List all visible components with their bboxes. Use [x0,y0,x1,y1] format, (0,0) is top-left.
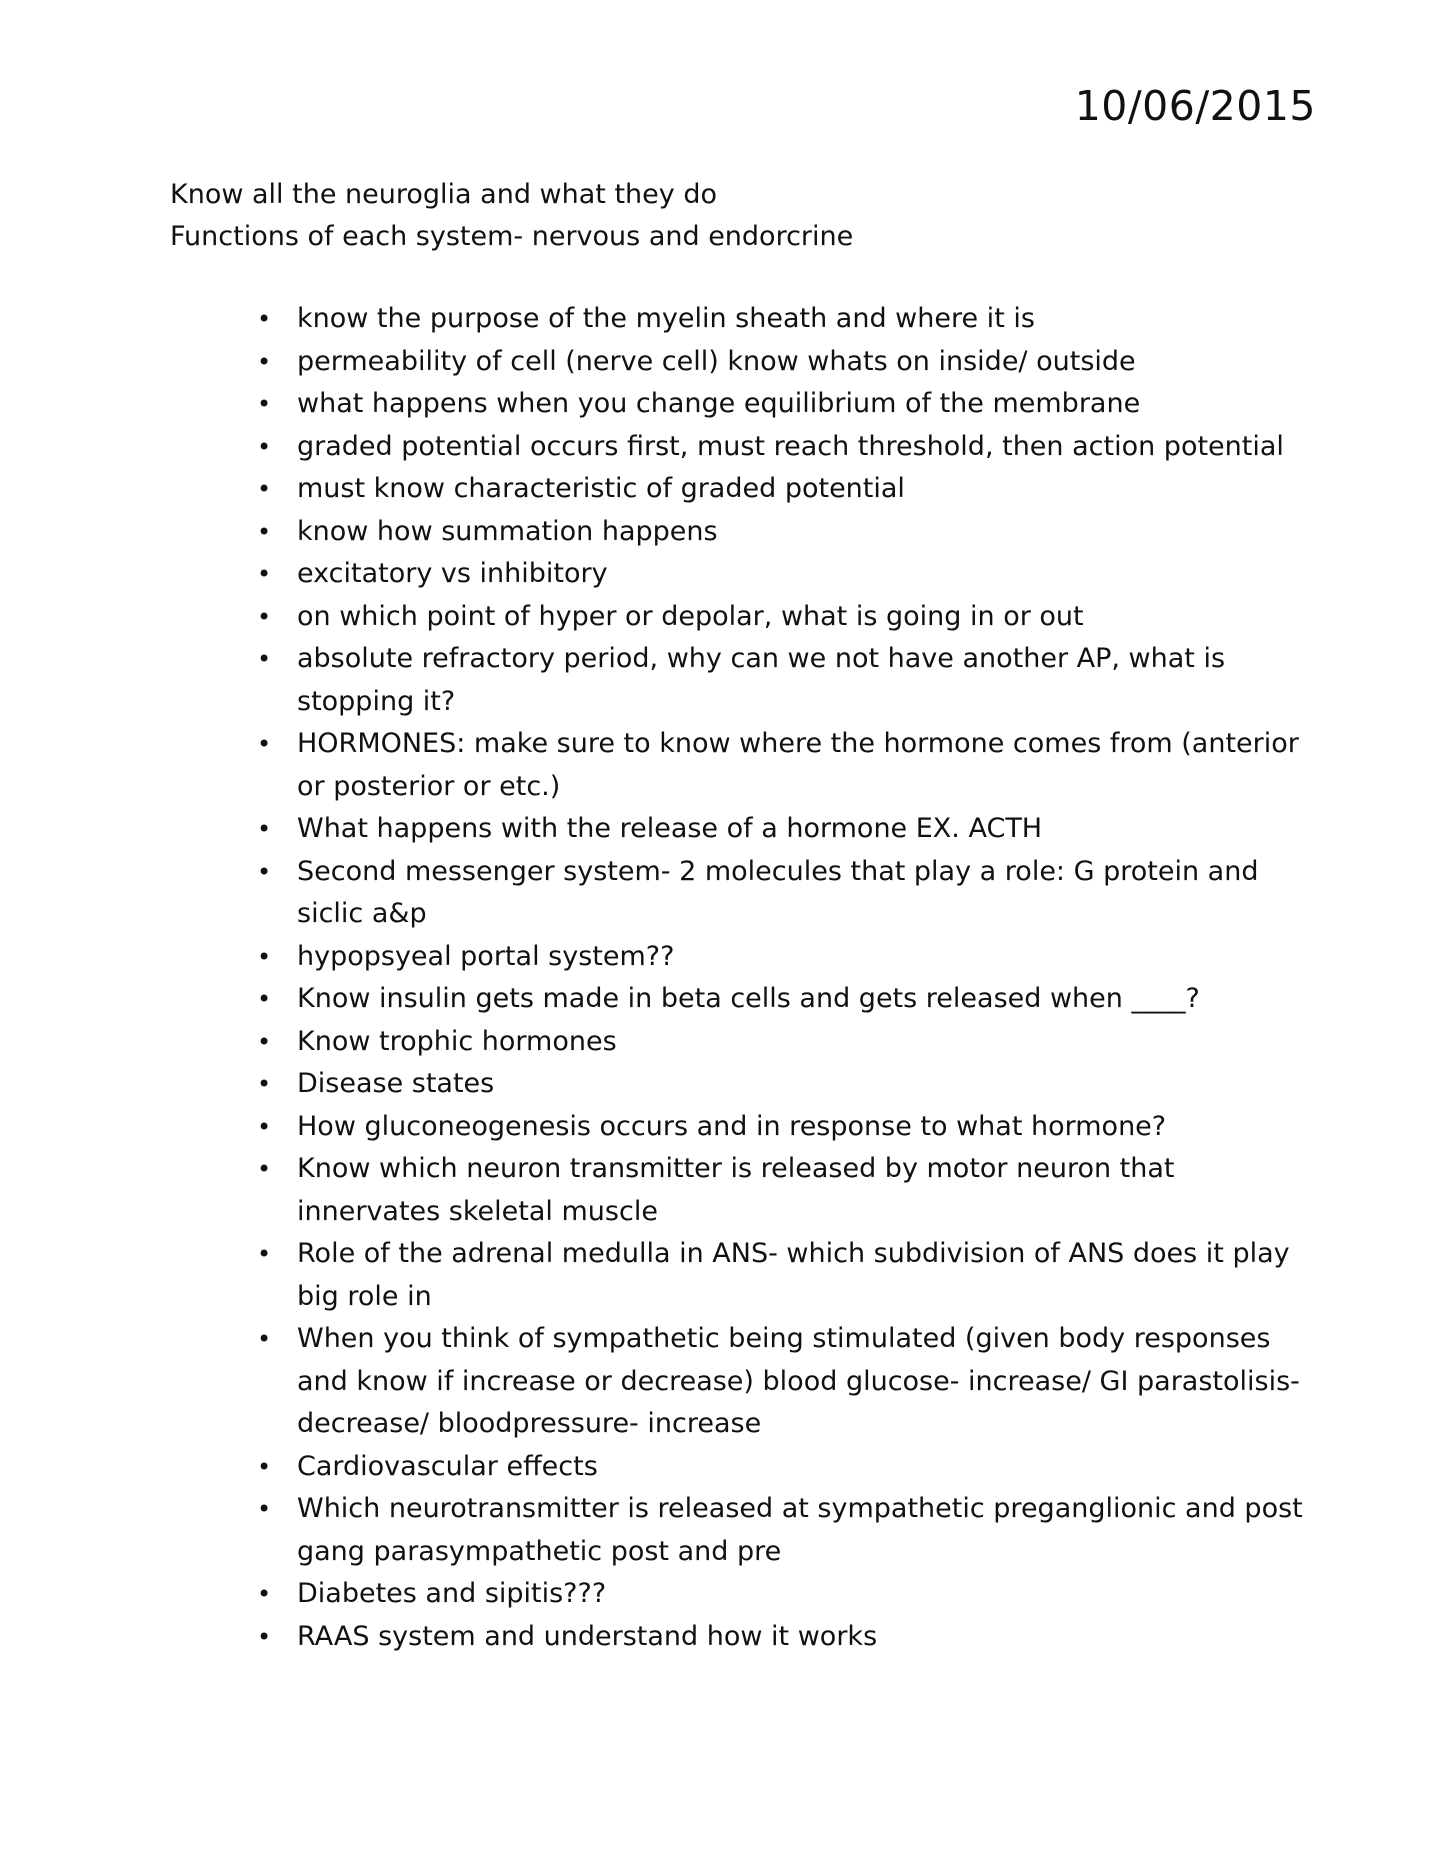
bullet-icon: • [257,1027,272,1056]
list-item [257,511,1307,554]
list-item [257,596,1307,639]
list-item-text: Role of the adrenal medulla in ANS- which subdivision of ANS does it play big role in [297,1238,1290,1312]
list-item [257,1573,1307,1616]
list-item-text: Diabetes and sipitis??? [297,1578,607,1609]
list-item-text: Know which neuron transmitter is released by motor neuron that innervates skeletal muscle [297,1153,1175,1227]
bullet-icon: • [257,730,272,758]
bullet-icon: • [257,1580,272,1608]
list-item-text: excitatory vs inhibitory [297,558,608,589]
list-item [257,936,1307,979]
intro-line: Know all the neuroglia and what they do [170,179,717,210]
list-item [257,1063,1307,1106]
list-item-text: on which point of hyper or depolar, what is going in or out [297,600,1084,632]
list-item-text: What happens with the release of a hormone EX. ACTH [297,813,1043,844]
list-item [257,1488,1307,1573]
bullet-icon: • [257,1112,272,1141]
list-item [257,1233,1307,1318]
list-item-text: RAAS system and understand how it works [297,1620,878,1652]
list-item-text: absolute refractory period, why can we not have another AP, what is stopping it? [297,643,1226,717]
list-item [257,978,1307,1021]
study-list [257,298,1307,1658]
list-item-text: must know characteristic of graded potential [297,473,905,504]
list-item [257,298,1307,341]
list-item [257,553,1307,596]
bullet-icon: • [257,305,272,333]
list-item-text: Cardiovascular effects [297,1450,598,1482]
list-item-text: Know insulin gets made in beta cells and gets released when ____? [297,983,1200,1014]
list-item-text: Disease states [297,1068,495,1099]
bullet-icon: • [257,815,272,843]
list-item [257,1106,1307,1149]
list-item-text: Second messenger system- 2 molecules that play a role: G protein and siclic a&p [297,855,1259,929]
bullet-icon: • [257,602,272,631]
list-item [257,341,1307,384]
bullet-icon: • [257,857,272,886]
bullet-icon: • [257,432,272,461]
intro-line: Functions of each system- nervous and endorcrine [170,221,854,252]
list-item [257,1446,1307,1489]
bullet-icon: • [257,985,272,1013]
list-item-text: HORMONES: make sure to know where the hormone comes from (anterior or posterior or etc.) [297,728,1299,802]
list-item [257,1021,1307,1064]
list-item [257,851,1307,936]
bullet-icon: • [257,517,272,546]
intro-block [170,174,853,258]
list-item-text: what happens when you change equilibrium of the membrane [297,388,1141,419]
date-heading: 10/06/2015 [1074,82,1316,130]
list-item-text: How gluconeogenesis occurs and in response to what hormone? [297,1110,1167,1142]
list-item-text: hypopsyeal portal system?? [297,940,675,972]
list-item [257,1148,1307,1233]
list-item-text: When you think of sympathetic being stimulated (given body responses and know if increase or decrease) blood glucose- increase/ GI parastolisis- decrease/ bloodpressure- increase [297,1323,1300,1439]
list-item-text: know the purpose of the myelin sheath and where it is [297,303,1035,334]
list-item-text: Know trophic hormones [297,1025,617,1057]
list-item-text: know how summation happens [297,515,718,547]
list-item-text: graded potential occurs first, must reach threshold, then action potential [297,430,1284,462]
list-item [257,638,1307,723]
list-item [257,383,1307,426]
bullet-icon: • [257,942,272,971]
bullet-icon: • [257,390,272,418]
list-item [257,468,1307,511]
bullet-icon: • [257,1452,272,1481]
bullet-icon: • [257,347,272,376]
bullet-icon: • [257,1070,272,1098]
list-item [257,1318,1307,1446]
bullet-icon: • [257,1495,272,1523]
list-item-text: permeability of cell (nerve cell) know whats on inside/ outside [297,345,1136,377]
list-item [257,723,1307,808]
bullet-icon: • [257,645,272,673]
bullet-icon: • [257,1240,272,1268]
bullet-icon: • [257,1155,272,1183]
bullet-icon: • [257,475,272,503]
bullet-icon: • [257,560,272,588]
list-item [257,426,1307,469]
list-item [257,1616,1307,1659]
bullet-icon: • [257,1325,272,1353]
list-item-text: Which neurotransmitter is released at sympathetic preganglionic and post gang parasympathetic post and pre [297,1493,1303,1567]
list-item [257,808,1307,851]
bullet-icon: • [257,1622,272,1651]
